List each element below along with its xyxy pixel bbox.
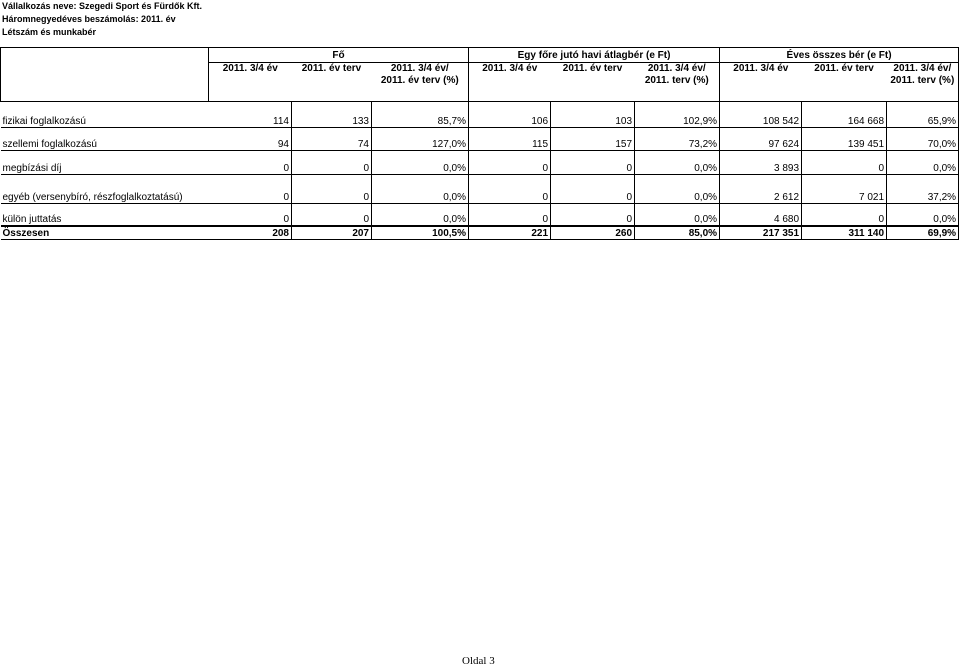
cell: 73,2% [635, 127, 720, 150]
col-header: 2011. 3/4 év [209, 63, 292, 102]
cell: 207 [292, 226, 372, 239]
table-row [1, 150, 959, 174]
cell: 0 [292, 174, 372, 203]
cell: 114 [209, 101, 292, 127]
cell: 0 [292, 150, 372, 174]
cell: 0 [469, 174, 551, 203]
staff-wage-table [0, 47, 959, 240]
cell: 157 [551, 127, 635, 150]
table-row [1, 127, 959, 150]
cell: 0 [551, 203, 635, 226]
table-row [1, 203, 959, 226]
table-row [1, 101, 959, 127]
cell: 0,0% [372, 203, 469, 226]
cell: 311 140 [802, 226, 887, 239]
group-header-fo: Fő [209, 48, 469, 63]
col-header: 2011. 3/4 év/ 2011. terv (%) [635, 63, 720, 102]
page-number: Oldal 3 [462, 655, 495, 667]
cell: 0 [469, 150, 551, 174]
cell: 65,9% [887, 101, 959, 127]
cell: 0 [551, 150, 635, 174]
cell: 94 [209, 127, 292, 150]
cell: 217 351 [720, 226, 802, 239]
cell: 106 [469, 101, 551, 127]
group-header-annual-wage: Éves összes bér (e Ft) [720, 48, 959, 63]
report-period: Háromnegyedéves beszámolás: 2011. év [2, 14, 176, 24]
row-label: egyéb (versenybíró, részfoglalkoztatású) [1, 174, 209, 203]
table-row-total [1, 226, 959, 239]
group-header-avg-wage: Egy főre jutó havi átlagbér (e Ft) [469, 48, 720, 63]
row-label: megbízási díj [1, 150, 209, 174]
header-blank-cell [1, 48, 209, 63]
cell: 85,0% [635, 226, 720, 239]
cell: 133 [292, 101, 372, 127]
col-header: 2011. 3/4 év [720, 63, 802, 102]
cell: 260 [551, 226, 635, 239]
cell: 3 893 [720, 150, 802, 174]
cell: 102,9% [635, 101, 720, 127]
cell: 0,0% [372, 174, 469, 203]
cell: 208 [209, 226, 292, 239]
header-blank-cell [1, 63, 209, 102]
col-header: 2011. év terv [292, 63, 372, 102]
cell: 115 [469, 127, 551, 150]
cell: 0,0% [887, 203, 959, 226]
row-label: Összesen [1, 226, 209, 239]
cell: 0 [292, 203, 372, 226]
cell: 74 [292, 127, 372, 150]
cell: 0 [209, 174, 292, 203]
company-name: Vállalkozás neve: Szegedi Sport és Fürdők Kft. [2, 1, 203, 11]
cell: 221 [469, 226, 551, 239]
col-header: 2011. év terv [551, 63, 635, 102]
cell: 97 624 [720, 127, 802, 150]
cell: 103 [551, 101, 635, 127]
cell: 0 [469, 203, 551, 226]
cell: 0 [551, 174, 635, 203]
cell: 0,0% [635, 174, 720, 203]
cell: 2 612 [720, 174, 802, 203]
cell: 4 680 [720, 203, 802, 226]
row-label: külön juttatás [1, 203, 209, 226]
cell: 0,0% [635, 150, 720, 174]
col-header: 2011. 3/4 év/ 2011. év terv (%) [372, 63, 469, 102]
cell: 37,2% [887, 174, 959, 203]
cell: 0 [209, 203, 292, 226]
cell: 100,5% [372, 226, 469, 239]
cell: 127,0% [372, 127, 469, 150]
cell: 0 [209, 150, 292, 174]
group-header-row [1, 48, 959, 63]
row-label: szellemi foglalkozású [1, 127, 209, 150]
cell: 7 021 [802, 174, 887, 203]
cell: 108 542 [720, 101, 802, 127]
col-header: 2011. 3/4 év [469, 63, 551, 102]
column-header-row [1, 63, 959, 102]
report-subject: Létszám és munkabér [2, 27, 97, 37]
cell: 0,0% [635, 203, 720, 226]
table-row [1, 174, 959, 203]
cell: 139 451 [802, 127, 887, 150]
cell: 0,0% [372, 150, 469, 174]
cell: 0 [802, 203, 887, 226]
cell: 164 668 [802, 101, 887, 127]
cell: 69,9% [887, 226, 959, 239]
cell: 70,0% [887, 127, 959, 150]
cell: 0 [802, 150, 887, 174]
row-label: fizikai foglalkozású [1, 101, 209, 127]
cell: 85,7% [372, 101, 469, 127]
col-header: 2011. 3/4 év/ 2011. terv (%) [887, 63, 959, 102]
col-header: 2011. év terv [802, 63, 887, 102]
cell: 0,0% [887, 150, 959, 174]
